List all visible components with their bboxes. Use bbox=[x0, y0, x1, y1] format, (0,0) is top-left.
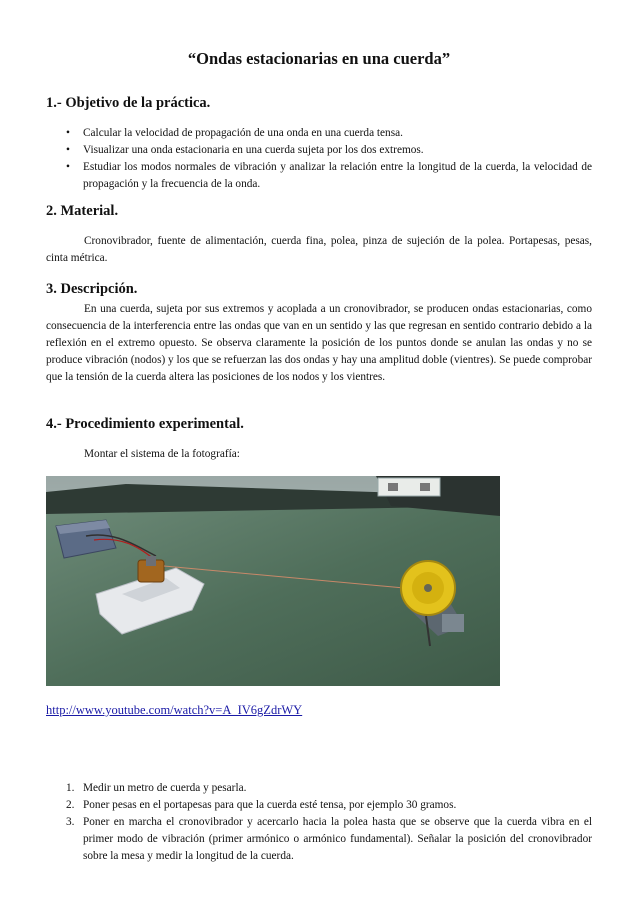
bullet-icon: • bbox=[66, 161, 70, 173]
experiment-photo bbox=[46, 476, 500, 686]
descripcion-paragraph: En una cuerda, sujeta por sus extremos y acoplada a un cronovibrador, se producen ondas estacionarias, como consecuencia de la interferencia entre las ondas que van en un sentido y las que regresan en sentido contrario debido a la reflexión en el extremo opuesto. Se observa claramente la posición de los puntos donde se anulan las ondas y no se produce vibración (nodos) y los que se refuerzan las dos ondas y hay una amplitud doble (vientres). Se puede comprobar que la tensión de la cuerda altera las posiciones de los nodos y los vientres. bbox=[46, 303, 592, 383]
list-item: • Calcular la velocidad de propagación de una onda en una cuerda tensa. bbox=[46, 125, 592, 142]
bullet-icon: • bbox=[66, 127, 70, 139]
section-heading-material: 2. Material. bbox=[46, 203, 119, 219]
page-title: “Ondas estacionarias en una cuerda” bbox=[187, 49, 451, 68]
section-heading-descripcion: 3. Descripción. bbox=[46, 281, 138, 297]
section-heading-objetivo: 1.- Objetivo de la práctica. bbox=[46, 95, 211, 111]
youtube-link[interactable]: http://www.youtube.com/watch?v=A_IV6gZdrWY bbox=[46, 703, 303, 717]
list-item: • Visualizar una onda estacionaria en una cuerda sujeta por los dos extremos. bbox=[46, 142, 592, 159]
list-item: 1. Medir un metro de cuerda y pesarla. bbox=[66, 782, 247, 794]
list-item: • Estudiar los modos normales de vibración y analizar la relación entre la longitud de la cuerda, la velocidad de propagación y la frecuencia de la onda. bbox=[66, 161, 592, 190]
wall-outlet bbox=[378, 478, 440, 496]
list-item: 2. Poner pesas en el portapesas para que la cuerda esté tensa, por ejemplo 30 gramos. bbox=[66, 799, 457, 811]
procedure-steps bbox=[46, 780, 592, 865]
objectives-list bbox=[46, 125, 592, 193]
list-item: 3. Poner en marcha el cronovibrador y acercarlo hacia la polea hasta que se observe que la cuerda vibra en el primer modo de vibración (primer armónico o armónico fundamental). Señalar la posición del cronovibrador sobre la mesa y medir la longitud de la cuerda. bbox=[66, 816, 592, 862]
section-heading-procedimiento: 4.- Procedimiento experimental. bbox=[46, 416, 244, 432]
bullet-icon: • bbox=[66, 144, 70, 156]
procedimiento-intro: Montar el sistema de la fotografía: bbox=[84, 448, 240, 460]
material-paragraph: Cronovibrador, fuente de alimentación, cuerda fina, polea, pinza de sujeción de la polea. Portapesas, pesas, cinta métrica. bbox=[46, 235, 592, 264]
